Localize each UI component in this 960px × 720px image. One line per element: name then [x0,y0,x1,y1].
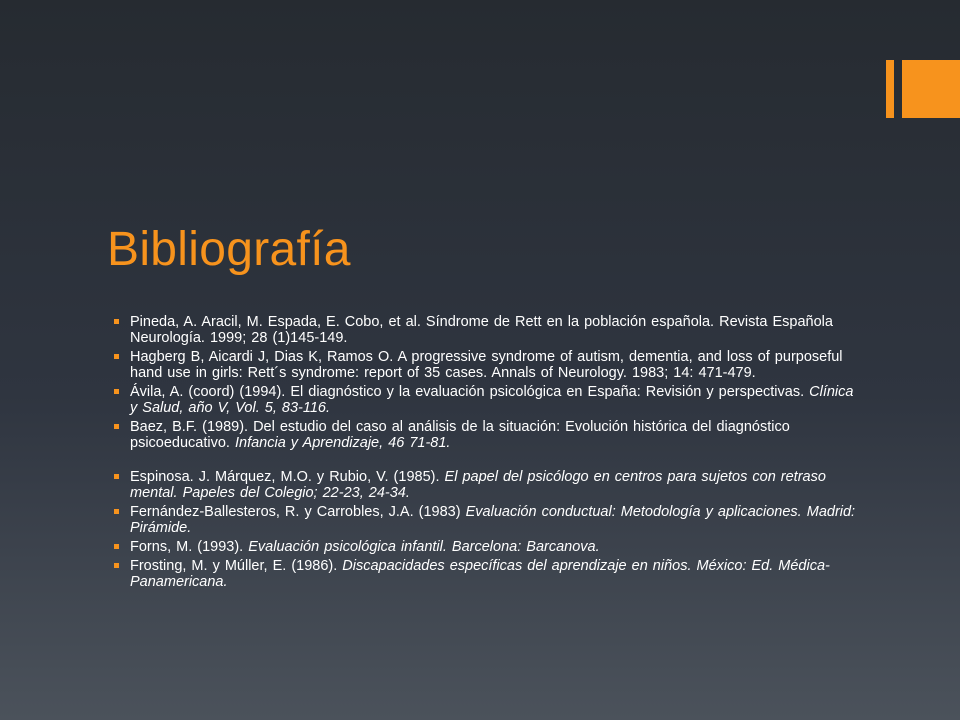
reference-item [112,349,860,381]
reference-item [112,469,860,501]
reference-source: Evaluación psicológica infantil. Barcelona: Barcanova. [248,539,600,555]
slide-title: Bibliografía [107,223,351,276]
reference-item [112,539,860,555]
bullet-icon [114,354,119,359]
decorative-accent-bar-thick [902,60,960,118]
bullet-icon [114,319,119,324]
reference-item [112,314,860,346]
reference-text: Ávila, A. (coord) (1994). El diagnóstico y la evaluación psicológica en España: Revisión y perspectivas. [130,384,810,400]
reference-item [112,504,860,536]
reference-text: Hagberg B, Aicardi J, Dias K, Ramos O. A progressive syndrome of autism, dementia, and loss of purposeful hand use in girls: Rett´s syndrome: report of 35 cases. Annals of Neurology. 1983; 14: 471-479. [130,349,843,381]
reference-text: Pineda, A. Aracil, M. Espada, E. Cobo, et al. Síndrome de Rett en la población española. Revista Española Neurología. 1999; 28 (1)145-149. [130,314,833,346]
reference-item [112,384,860,416]
reference-item [112,558,860,590]
reference-source: Discapacidades específicas del aprendizaje en niños. México: Ed. Médica-Panamericana. [130,558,830,590]
reference-source: Evaluación conductual: Metodología y aplicaciones. Madrid: Pirámide. [130,504,856,536]
reference-source: El papel del psicólogo en centros para sujetos con retraso mental. Papeles del Colegio; 22-23, 24-34. [130,469,826,501]
reference-text: Baez, B.F. (1989). Del estudio del caso al análisis de la situación: Evolución histórica del diagnóstico psicoeducativo. [130,419,790,451]
bullet-icon [114,509,119,514]
reference-source: Infancia y Aprendizaje, 46 71-81. [234,435,451,451]
bullet-icon [114,474,119,479]
reference-item [112,419,860,451]
reference-text: Forns, M. (1993). [130,539,249,555]
reference-list [112,314,860,593]
decorative-accent-bar-thin [886,60,894,118]
reference-text: Frosting, M. y Múller, E. (1986). [130,558,343,574]
reference-source: Clínica y Salud, año V, Vol. 5, 83-116. [130,384,854,416]
bullet-icon [114,389,119,394]
bullet-icon [114,563,119,568]
bullet-icon [114,424,119,429]
reference-text: Fernández-Ballesteros, R. y Carrobles, J.A. (1983) [130,504,466,520]
bullet-icon [114,544,119,549]
reference-text: Espinosa. J. Márquez, M.O. y Rubio, V. (1985). [130,469,445,485]
